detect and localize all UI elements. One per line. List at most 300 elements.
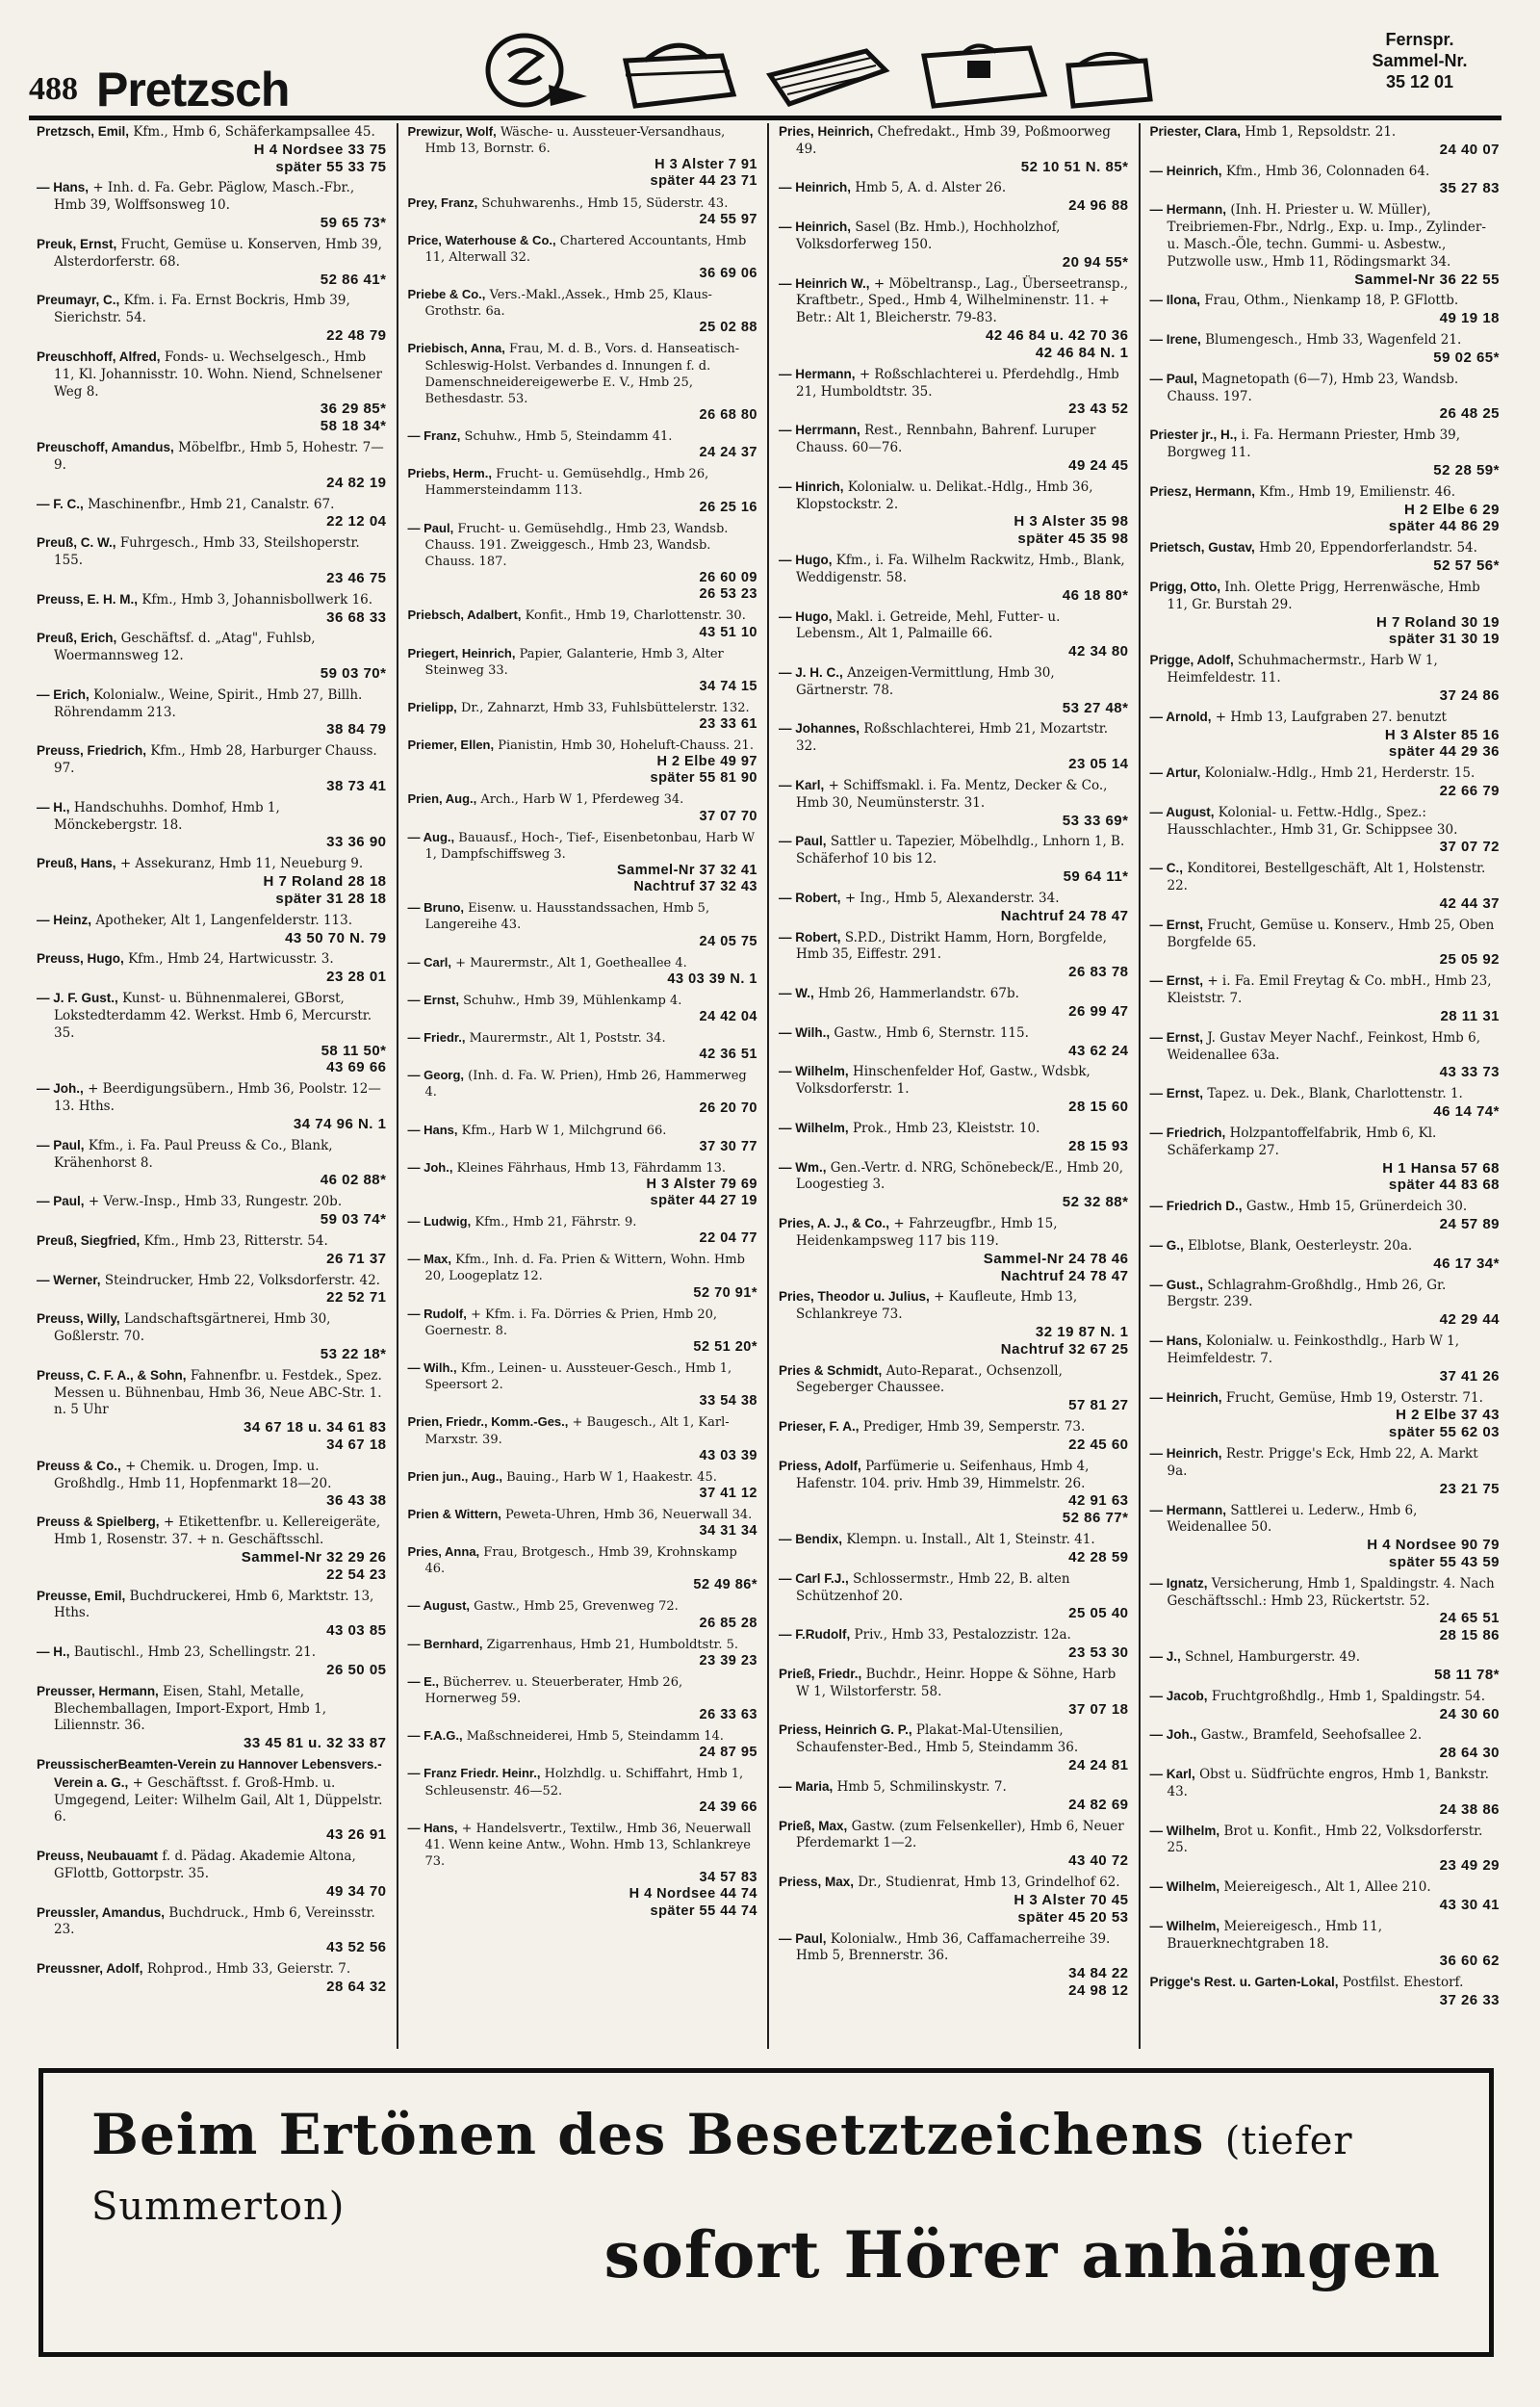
phone-number: 43 62 24 [1068, 1042, 1129, 1059]
phone-number: 34 74 96 N. 1 [293, 1115, 387, 1132]
directory-entry [37, 912, 387, 947]
phone-number: 23 21 75 [1439, 1480, 1500, 1497]
entry-name: Priebisch, Anna, [407, 341, 505, 356]
phone-number: 37 07 72 [1439, 839, 1500, 856]
phone-number: 52 28 59* [1433, 461, 1500, 479]
entry-name: Preuss & Co., [37, 1458, 121, 1473]
entry-details: Gastw., Hmb 6, Sternstr. 115. [834, 1024, 1029, 1041]
entry-name: Preusser, Hermann, [37, 1683, 159, 1698]
entry-name: — Karl, [1149, 1767, 1195, 1782]
entry-details: Pianistin, Hmb 30, Hoheluft-Chauss. 21. [498, 738, 754, 754]
directory-entry [1150, 1823, 1501, 1875]
phone-number: 25 02 88 [699, 320, 757, 336]
entry-name: — Paul, [779, 834, 827, 849]
phone-number: 46 17 34* [1433, 1255, 1500, 1272]
phone-number: 24 05 75 [699, 933, 757, 949]
entry-details: + Baugesch., Alt 1, Karl-Marxstr. 39. [424, 1415, 730, 1447]
entry-details: Kfm., i. Fa. Paul Preuss & Co., Blank, Krähenhorst 8. [54, 1137, 333, 1171]
directory-entry [37, 990, 387, 1076]
directory-entry [37, 591, 387, 627]
entry-details: Kfm., i. Fa. Wilhelm Rackwitz, Hmb., Blank, Weddigenstr. 58. [796, 553, 1125, 585]
entry-name: Priess, Max, [779, 1875, 855, 1890]
entry-name: — Joh., [407, 1159, 453, 1175]
directory-entry [1150, 1974, 1501, 2009]
entry-details: Magnetopath (6—7), Hmb 23, Wandsb. Chauss. 197. [1167, 371, 1459, 404]
phone-number: 24 40 07 [1439, 141, 1500, 158]
entry-details: Buchdruckerei, Hmb 6, Marktstr. 13, Hths. [54, 1588, 374, 1621]
directory-entry [779, 1818, 1129, 1870]
phone-number: 57 81 27 [1068, 1397, 1129, 1414]
phone-number: 53 22 18* [320, 1345, 387, 1362]
entry-details: Buchdr., Heinr. Hoppe & Söhne, Harb W 1, Wilstorferstr. 58. [796, 1666, 1116, 1699]
entry-name: Preuß, Siegfried, [37, 1232, 141, 1248]
directory-entry [779, 664, 1129, 716]
entry-details: Konfit., Hmb 19, Charlottenstr. 30. [525, 608, 746, 624]
entry-name: — August, [1149, 804, 1215, 819]
directory-entry [37, 1458, 387, 1510]
entry-name: Preumayr, C., [37, 293, 120, 308]
entry-name: — Wilh., [407, 1360, 457, 1375]
directory-column [398, 123, 770, 2049]
entry-name: Preuss & Spielberg, [37, 1514, 160, 1530]
directory-entry [1150, 1688, 1501, 1723]
phone-number: 42 46 84 u. 42 70 36 [986, 327, 1129, 345]
entry-name: — Irene, [1149, 332, 1201, 348]
entry-details: Gastw., Bramfeld, Seehofsallee 2. [1200, 1727, 1423, 1744]
entry-name: — H., [37, 1644, 70, 1660]
directory-entry [408, 1543, 758, 1593]
entry-name: Preuk, Ernst, [37, 236, 117, 251]
entry-name: — Johannes, [779, 721, 860, 737]
directory-entry [1150, 709, 1501, 761]
entry-name: Pries, Heinrich, [779, 124, 874, 139]
phone-number: später 45 20 53 [1017, 1908, 1129, 1926]
entry-details: Peweta-Uhren, Hmb 36, Neuerwall 34. [505, 1507, 753, 1522]
phone-number: H 3 Alster 85 16 [1384, 726, 1500, 743]
directory-entry [779, 1159, 1129, 1211]
entry-details: i. Fa. Hermann Priester, Hmb 39, Borgweg 11. [1167, 427, 1461, 461]
directory-entry [408, 1413, 758, 1463]
phone-number: 25 05 92 [1439, 951, 1500, 969]
entry-name: — Heinrich, [1149, 163, 1222, 178]
entry-name: — Wilhelm, [1149, 1879, 1220, 1895]
entry-name: Prigg, Otto, [1149, 579, 1220, 594]
phone-number: H 7 Roland 28 18 [263, 873, 387, 891]
entry-name: — Hugo, [779, 553, 833, 568]
entry-details: Holzpantoffelfabrik, Hmb 6, Kl. Schäferkamp 27. [1167, 1125, 1437, 1158]
entry-details: + Beerdigungsübern., Hmb 36, Poolstr. 12—13. Hths. [54, 1081, 381, 1115]
entry-details: Buchdruck., Hmb 6, Vereinsstr. 23. [54, 1904, 375, 1938]
entry-name: Preuschhoff, Alfred, [37, 349, 161, 364]
directory-entry [408, 1468, 758, 1502]
phone-number: 37 07 18 [1068, 1700, 1129, 1718]
entry-details: + Hmb 13, Laufgraben 27. benutzt [1215, 709, 1447, 725]
entry-name: — H., [37, 799, 70, 815]
directory-entry [408, 899, 758, 949]
directory-entry [408, 1122, 758, 1155]
phone-number: 43 52 56 [326, 1939, 387, 1956]
phone-number: 59 65 73* [320, 215, 387, 232]
phone-number: 52 51 20* [693, 1338, 757, 1355]
entry-name: — Hermann, [1149, 202, 1227, 218]
entry-details: Gastw., Hmb 15, Grünerdeich 30. [1245, 1199, 1468, 1215]
entry-name: Pries, Anna, [407, 1544, 480, 1560]
directory-entry [779, 1570, 1129, 1622]
phone-number: 43 03 39 N. 1 [667, 971, 757, 987]
purse-icon [1068, 54, 1150, 106]
entry-name: Prien, Friedr., Komm.-Ges., [407, 1414, 569, 1430]
entry-details: Hmb 5, A. d. Alster 26. [855, 180, 1007, 196]
entry-details: + Chemik. u. Drogen, Imp. u. Großhdlg., Hmb 11, Hopfenmarkt 18—20. [54, 1458, 332, 1491]
phone-label: Fernspr. [1385, 30, 1454, 49]
directory-entry [37, 1683, 387, 1752]
directory-entry [779, 1626, 1129, 1662]
phone-number: 28 15 86 [1439, 1627, 1500, 1644]
phone-number: Sammel-Nr 36 22 55 [1354, 271, 1500, 288]
entry-details: Schuhwarenhs., Hmb 15, Süderstr. 43. [481, 195, 729, 211]
phone-number: 43 03 39 [699, 1447, 757, 1463]
entry-details: (Inh. d. Fa. W. Prien), Hmb 26, Hammerweg 4. [424, 1069, 747, 1100]
phone-number: 26 83 78 [1068, 964, 1129, 981]
entry-details: Obst u. Südfrüchte engros, Hmb 1, Bankstr. 43. [1167, 1767, 1489, 1799]
entry-name: — Bernhard, [407, 1636, 483, 1651]
entry-name: — Carl F.J., [779, 1570, 849, 1586]
entry-name: — Hermann, [1149, 1502, 1227, 1517]
entry-name: — E., [407, 1673, 440, 1689]
phone-number: 24 30 60 [1439, 1705, 1500, 1722]
directory-entry [408, 1673, 758, 1723]
entry-details: + Ing., Hmb 5, Alexanderstr. 34. [844, 890, 1060, 906]
directory-entry [37, 236, 387, 288]
phone-number: später 45 35 98 [1017, 531, 1129, 548]
entry-name: Prien, Aug., [407, 791, 477, 807]
entry-name: Priester jr., H., [1149, 427, 1238, 443]
directory-entry [408, 1029, 758, 1063]
directory-entry [779, 833, 1129, 885]
directory-entry [1150, 1575, 1501, 1644]
phone-number: 23 46 75 [326, 569, 387, 586]
entry-name: — Paul, [779, 1930, 827, 1946]
entry-details: J. Gustav Meyer Nachf., Feinkost, Hmb 6, Weidenallee 63a. [1167, 1029, 1480, 1063]
entry-name: — Wilhelm, [779, 1064, 849, 1079]
phone-number: 24 42 04 [699, 1008, 757, 1024]
directory-entry [1150, 764, 1501, 800]
directory-entry [779, 777, 1129, 829]
phone-number: H 4 Nordsee 44 74 [629, 1886, 757, 1902]
phone-number: H 4 Nordsee 90 79 [1367, 1537, 1500, 1554]
phone-number: 52 32 88* [1062, 1194, 1129, 1211]
entry-name: — Jacob, [1149, 1688, 1208, 1703]
entry-details: Kolonialw., Hmb 36, Caffamacherreihe 39. Hmb 5, Brennerstr. 36. [796, 1930, 1111, 1964]
entry-name: Preuschoff, Amandus, [37, 440, 174, 455]
entry-details: Kolonial- u. Fettw.-Hdlg., Spez.: Hausschlachter., Hmb 31, Gr. Schippsee 30. [1167, 804, 1458, 838]
phone-number: 42 29 44 [1439, 1311, 1500, 1329]
entry-details: Kfm., Hmb 24, Hartwicusstr. 3. [128, 951, 334, 968]
phone-number: später 44 29 36 [1388, 743, 1500, 761]
entry-details: Chefredakt., Hmb 39, Poßmoorweg 49. [796, 124, 1111, 157]
entry-name: — Ernst, [407, 992, 459, 1007]
entry-details: Hinschenfelder Hof, Gastw., Wdsbk, Volksdorferstr. 1. [796, 1064, 1091, 1098]
entry-details: Kfm., Leinen- u. Aussteuer-Gesch., Hmb 1, Speersort 2. [424, 1361, 732, 1393]
directory-entry [37, 1080, 387, 1132]
directory-entry [779, 608, 1129, 660]
directory-entry [37, 742, 387, 794]
entry-details: Kfm., Hmb 6, Schäferkampsallee 45. [133, 124, 375, 140]
entry-name: Price, Waterhouse & Co., [407, 232, 556, 247]
phone-number: 24 24 81 [1068, 1757, 1129, 1774]
directory-entry [1150, 163, 1501, 198]
page-number: 488 [29, 71, 78, 107]
phone-number: 26 71 37 [326, 1250, 387, 1267]
directory-entry [1150, 1648, 1501, 1684]
entry-details: Prok., Hmb 23, Kleiststr. 10. [852, 1120, 1040, 1136]
directory-entry [779, 1063, 1129, 1115]
phone-number: H 2 Elbe 49 97 [656, 754, 757, 770]
phone-number: später 55 62 03 [1388, 1424, 1500, 1441]
entry-details: Kunst- u. Bühnenmalerei, GBorst, Lokstedterdamm 42. Werkst. Hmb 6, Mercurstr. 35. [54, 991, 372, 1041]
entry-name: — Wm., [779, 1159, 827, 1175]
entry-name: Preuss, Hugo, [37, 951, 124, 967]
phone-number: 26 68 80 [699, 407, 757, 424]
phone-number: 38 84 79 [326, 721, 387, 738]
entry-details: + Fahrzeugfbr., Hmb 15, Heidenkampsweg 117 bis 119. [796, 1216, 1058, 1249]
phone-number: 59 64 11* [1063, 868, 1129, 886]
entry-name: — August, [407, 1598, 471, 1614]
entry-name: — Wilhelm, [779, 1120, 849, 1135]
directory-entry [37, 1756, 387, 1844]
directory-entry [408, 1213, 758, 1247]
entry-details: Parfümerie u. Seifenhaus, Hmb 4, Hafenstr. 104. priv. Hmb 39, Himmelstr. 26. [796, 1458, 1090, 1491]
entry-details: Frucht- u. Gemüsehdlg., Hmb 23, Wandsb. Chauss. 191. Zweiggesch., Hmb 23, Wandsb. Chauss. 187. [424, 521, 729, 569]
phone-number: 26 60 09 [699, 570, 757, 586]
entry-details: Bücherrev. u. Steuerberater, Hmb 26, Hornerweg 59. [424, 1674, 683, 1707]
advertisement-logos [481, 27, 1155, 114]
entry-details: Postfilst. Ehestorf. [1342, 1975, 1464, 1991]
entry-name: — Paul, [1149, 371, 1198, 386]
entry-details: + Inh. d. Fa. Gebr. Päglow, Masch.-Fbr., Hmb 39, Wolffsonsweg 10. [54, 180, 355, 214]
directory-entry [408, 520, 758, 604]
phone-number: 20 94 55* [1062, 253, 1129, 271]
footer-line-1 [91, 2102, 1489, 2233]
phone-number: 59 02 65* [1433, 349, 1500, 366]
entry-details: Schuhw., Hmb 39, Mühlenkamp 4. [463, 993, 682, 1008]
directory-entry [1150, 1198, 1501, 1233]
directory-entry [1150, 1029, 1501, 1081]
footer-line-2: sofort Hörer anhängen [603, 2217, 1441, 2292]
entry-name: — G., [1149, 1237, 1184, 1253]
phone-number: 52 10 51 N. 85* [1020, 158, 1129, 175]
entry-details: Hmb 1, Repsoldstr. 21. [1245, 124, 1397, 140]
directory-entry [1150, 1726, 1501, 1762]
directory-entry [408, 1251, 758, 1301]
directory-entry [779, 179, 1129, 215]
wallet-icon [770, 51, 886, 104]
phone-number: 42 46 84 N. 1 [1035, 344, 1129, 361]
phone-number: 26 50 05 [326, 1661, 387, 1678]
entry-name: — Friedrich, [1149, 1125, 1226, 1140]
entry-details: Frucht, Gemüse u. Konserven, Hmb 39, Alsterdorferstr. 68. [54, 236, 382, 270]
directory-entry [408, 699, 758, 733]
entry-details: + Geschäftsst. f. Groß-Hmb. u. Umgegend, Leiter: Wilhelm Gail, Alt 1, Düppelstr. 6. [54, 1774, 383, 1825]
entry-name: — Hans, [1149, 1333, 1202, 1349]
directory-entry [37, 534, 387, 586]
phone-number: H 3 Alster 7 91 [654, 157, 757, 173]
phone-number: 23 53 30 [1068, 1644, 1129, 1662]
entry-name: Preussner, Adolf, [37, 1961, 143, 1977]
phone-number: 23 43 52 [1068, 401, 1129, 418]
footer-notice [38, 2068, 1494, 2357]
entry-name: — Robert, [779, 890, 841, 905]
directory-column [1141, 123, 1510, 2049]
entry-details: Roßschlachterei, Hmb 21, Mozartstr. 32. [796, 721, 1109, 755]
phone-number: 49 24 45 [1068, 456, 1129, 474]
entry-name: — Werner, [37, 1272, 101, 1287]
phone-number: H 3 Alster 35 98 [1014, 513, 1129, 531]
phone-number: 23 49 29 [1439, 1857, 1500, 1875]
entry-details: Gen.-Vertr. d. NRG, Schönebeck/E., Hmb 20, Loogestieg 3. [796, 1159, 1124, 1193]
exchange-label: Sammel-Nr. [1372, 51, 1468, 70]
directory-entry [1150, 1918, 1501, 1970]
entry-name: — J. H. C., [779, 664, 843, 680]
entry-details: Frucht- u. Gemüsehdlg., Hmb 26, Hammersteindamm 113. [424, 467, 709, 499]
directory-entry [37, 1848, 387, 1900]
entry-details: Brot u. Konfit., Hmb 22, Volksdorferstr. 25. [1167, 1823, 1483, 1856]
phone-number: 52 86 41* [320, 271, 387, 288]
directory-entry [1150, 371, 1501, 423]
phone-number: 46 02 88* [320, 1172, 387, 1189]
directory-entry [408, 123, 758, 191]
entry-name: — Aug., [407, 829, 455, 844]
directory-entry [408, 1765, 758, 1815]
entry-name: — J., [1149, 1649, 1181, 1665]
directory-entry [1150, 427, 1501, 479]
phone-number: später 55 33 75 [275, 158, 387, 175]
entry-name: — Ilona, [1149, 293, 1201, 308]
entry-details: (Inh. H. Priester u. W. Müller), Treibriemen-Fbr., Ndrlg., Exp. u. Imp., Zylinder- u. Masch.-Öle, techn. Gummi- u. Asbestw., Putzwolle usw., Hmb 11, Rödingsmarkt 34. [1167, 202, 1486, 270]
phone-number: 43 33 73 [1439, 1064, 1500, 1081]
directory-entry [408, 1067, 758, 1117]
entry-details: Priv., Hmb 33, Pestalozzistr. 12a. [854, 1627, 1071, 1643]
entry-details: + Verw.-Insp., Hmb 33, Rungestr. 20b. [88, 1194, 343, 1210]
entry-name: Prewizur, Wolf, [407, 124, 497, 139]
entry-name: Priebe & Co., [407, 287, 486, 302]
phone-number: 58 11 78* [1434, 1666, 1500, 1683]
phone-number: 46 14 74* [1433, 1103, 1500, 1121]
phone-number: 43 50 70 N. 79 [285, 929, 387, 946]
phone-number: 43 03 85 [326, 1622, 387, 1640]
directory-entry [408, 1636, 758, 1669]
directory-entry [1150, 331, 1501, 367]
entry-name: Preuss, E. H. M., [37, 591, 139, 607]
entry-details: Hmb 26, Hammerlandstr. 67b. [818, 986, 1019, 1002]
phone-number: später 55 81 90 [650, 770, 757, 787]
directory-entry [37, 1310, 387, 1362]
phone-number: später 44 27 19 [650, 1193, 757, 1209]
directory-entry [1150, 1085, 1501, 1121]
entry-name: Priess, Heinrich G. P., [779, 1722, 912, 1738]
entry-details: Rest., Rennbahn, Bahrenf. Luruper Chauss. 60—76. [796, 423, 1096, 456]
phone-number: später 44 23 71 [650, 173, 757, 190]
entry-name: — Franz Friedr. Heinr., [407, 1766, 541, 1781]
phone-number: später 55 44 74 [650, 1902, 757, 1919]
phone-number: 34 67 18 [326, 1436, 387, 1453]
phone-number: H 2 Elbe 6 29 [1403, 501, 1500, 518]
phone-number: H 1 Hansa 57 68 [1382, 1159, 1500, 1177]
entry-name: Preuss, Willy, [37, 1311, 120, 1327]
directory-entry [37, 292, 387, 344]
entry-details: + Schiffsmakl. i. Fa. Mentz, Decker & Co., Hmb 30, Neumünsterstr. 31. [796, 777, 1108, 811]
directory-entry [779, 479, 1129, 548]
directory-columns [27, 123, 1509, 2049]
entry-name: Preuß, Erich, [37, 631, 117, 646]
phone-number: 58 18 34* [320, 418, 387, 435]
phone-number: 46 18 80* [1062, 586, 1129, 604]
entry-name: — Ernst, [1149, 973, 1204, 989]
directory-entry [1150, 483, 1501, 535]
entry-details: Kolonialw.-Hdlg., Hmb 21, Herderstr. 15. [1204, 765, 1476, 782]
entry-name: — W., [779, 986, 814, 1001]
entry-details: + Etikettenfbr. u. Kellereigeräte, Hmb 1, Rosenstr. 37. + n. Geschäftsschl. [54, 1514, 381, 1548]
phone-number: 36 68 33 [326, 608, 387, 626]
entry-name: Pries, Theodor u. Julius, [779, 1289, 930, 1305]
phone-number: 34 74 15 [699, 678, 757, 694]
phone-number: 24 82 69 [1068, 1796, 1129, 1813]
entry-details: Wäsche- u. Aussteuer-Versandhaus, Hmb 13, Bornstr. 6. [424, 125, 726, 157]
entry-details: + i. Fa. Emil Freytag & Co. mbH., Hmb 23, Kleiststr. 7. [1167, 973, 1492, 1007]
phone-number: 52 70 91* [693, 1284, 757, 1301]
directory-entry [37, 799, 387, 851]
entry-details: Steindrucker, Hmb 22, Volksdorferstr. 42. [104, 1272, 380, 1288]
directory-entry [408, 1159, 758, 1209]
phone-number: 22 52 71 [326, 1289, 387, 1307]
phone-number: 23 05 14 [1068, 756, 1129, 773]
entry-details: Landschaftsgärtnerei, Hmb 30, Goßlerstr. 70. [54, 1311, 331, 1345]
phone-number: 59 03 70* [320, 664, 387, 682]
entry-details: Elblotse, Blank, Oesterleystr. 20a. [1188, 1237, 1413, 1254]
entry-details: Apotheker, Alt 1, Langenfelderstr. 113. [95, 912, 353, 928]
entry-name: — F.A.G., [407, 1728, 463, 1744]
directory-entry [408, 340, 758, 424]
directory-entry [1150, 1333, 1501, 1385]
phone-number: 28 15 60 [1068, 1099, 1129, 1116]
directory-entry [779, 1215, 1129, 1284]
phone-number: 42 36 51 [699, 1047, 757, 1063]
phone-number: 23 33 61 [699, 716, 757, 733]
entry-details: Maurermstr., Alt 1, Poststr. 34. [469, 1030, 666, 1046]
directory-entry [1150, 539, 1501, 575]
entry-name: — Paul, [407, 520, 454, 535]
phone-number: 24 87 95 [699, 1745, 757, 1761]
entry-name: Prien jun., Aug., [407, 1468, 502, 1484]
phone-number: 33 54 38 [699, 1393, 757, 1410]
directory-entry [1150, 972, 1501, 1024]
entry-details: Gastw. (zum Felsenkeller), Hmb 6, Neuer Pferdemarkt 1—2. [796, 1818, 1124, 1851]
directory-entry [1150, 1878, 1501, 1914]
directory-entry [1150, 1445, 1501, 1497]
entry-details: Kfm., Hmb 28, Harburger Chauss. 97. [54, 743, 377, 777]
entry-name: — Rudolf, [407, 1306, 467, 1321]
phone-number: 24 57 89 [1439, 1216, 1500, 1233]
entry-details: Konditorei, Bestellgeschäft, Alt 1, Holstenstr. 22. [1167, 861, 1486, 894]
entry-name: Pretzsch, Emil, [37, 124, 130, 139]
phone-number: 43 40 72 [1068, 1852, 1129, 1870]
phone-number: Nachtruf 24 78 47 [1000, 1267, 1129, 1284]
directory-entry [408, 1820, 758, 1920]
entry-details: Fruchtgroßhdlg., Hmb 1, Spaldingstr. 54. [1211, 1688, 1486, 1704]
entry-name: Preuss, C. F. A., & Sohn, [37, 1367, 187, 1383]
exchange-number: 35 12 01 [1385, 72, 1454, 91]
entry-details: + Kfm. i. Fa. Dörries & Prien, Hmb 20, Goernestr. 8. [424, 1307, 718, 1338]
